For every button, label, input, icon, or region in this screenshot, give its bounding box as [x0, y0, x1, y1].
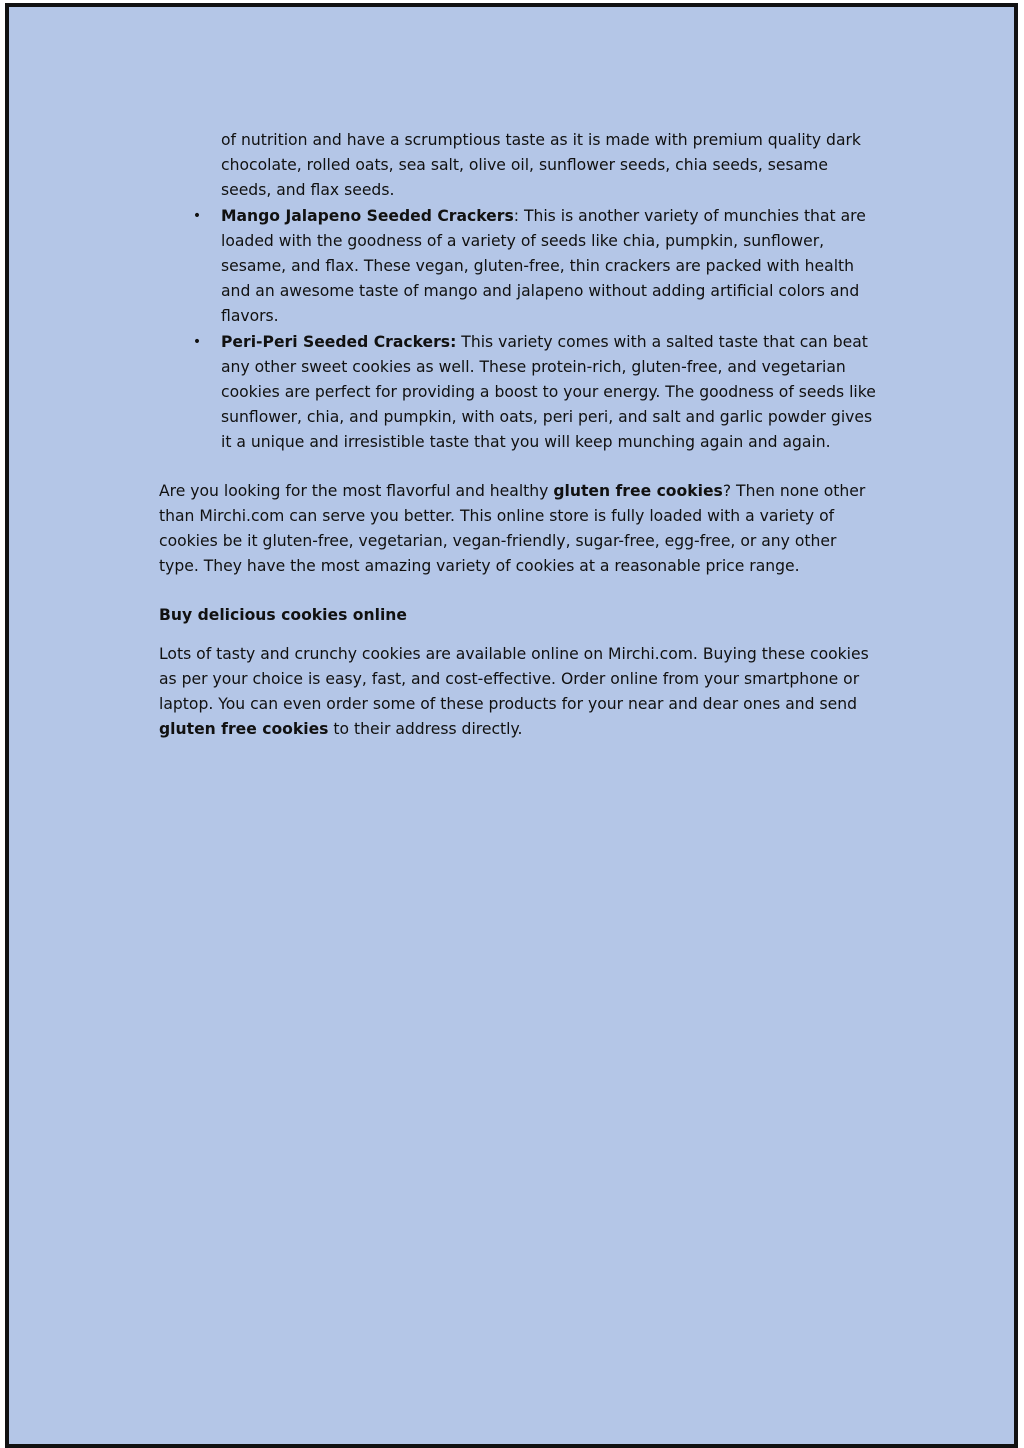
intro-paragraph	[159, 479, 879, 580]
list-item-title: Peri-Peri Seeded Crackers:	[221, 332, 457, 351]
list-item-peri-peri	[159, 330, 879, 456]
list-item-text: : This is another variety of munchies that are loaded with the goodness of a variety of seeds like chia, pumpkin, sunflower, sesame, and flax. These vegan, gluten-free, thin crackers are packed with health and an awesome taste of mango and jalapeno without adding artificial colors and flavors.	[221, 206, 866, 326]
list-item-title: Mango Jalapeno Seeded Crackers	[221, 206, 514, 225]
bullet-icon: •	[192, 207, 202, 224]
document-page	[5, 3, 1018, 1448]
list-continuation-text: of nutrition and have a scrumptious taste as it is made with premium quality dark chocolate, rolled oats, sea salt, olive oil, sunflower seeds, chia seeds, sesame seeds, and flax seeds.	[221, 131, 861, 200]
closing-text-before: Lots of tasty and crunchy cookies are available online on Mirchi.com. Buying these cookies as per your choice is easy, fast, and cost-effective. Order online from your smartphone or laptop. You can even order some of these products for your near and dear ones and send	[159, 644, 869, 714]
list-item-mango-jalapeno	[159, 204, 879, 330]
closing-paragraph	[159, 642, 879, 743]
section-heading: Buy delicious cookies online	[159, 606, 407, 625]
bullet-icon: •	[192, 333, 202, 350]
closing-text-after: to their address directly.	[328, 720, 523, 739]
closing-keyword: gluten free cookies	[159, 720, 329, 739]
product-list	[159, 204, 879, 456]
list-item-text: This variety comes with a salted taste that can beat any other sweet cookies as well. These protein-rich, gluten-free, and vegetarian cookies are perfect for providing a boost to your energy. The goodness of seeds like sunflower, chia, and pumpkin, with oats, peri peri, and salt and garlic powder gives it a unique and irresistible taste that you will keep munching again and again.	[221, 332, 876, 452]
document-content	[159, 128, 879, 742]
intro-keyword: gluten free cookies	[553, 481, 723, 500]
intro-text-before: Are you looking for the most flavorful and healthy	[159, 481, 554, 500]
intro-text-after: ? Then none other than Mirchi.com can serve you better. This online store is fully loaded with a variety of cookies be it gluten-free, vegetarian, vegan-friendly, sugar-free, egg-free, or any other type. They have the most amazing variety of cookies at a reasonable price range.	[159, 481, 866, 576]
